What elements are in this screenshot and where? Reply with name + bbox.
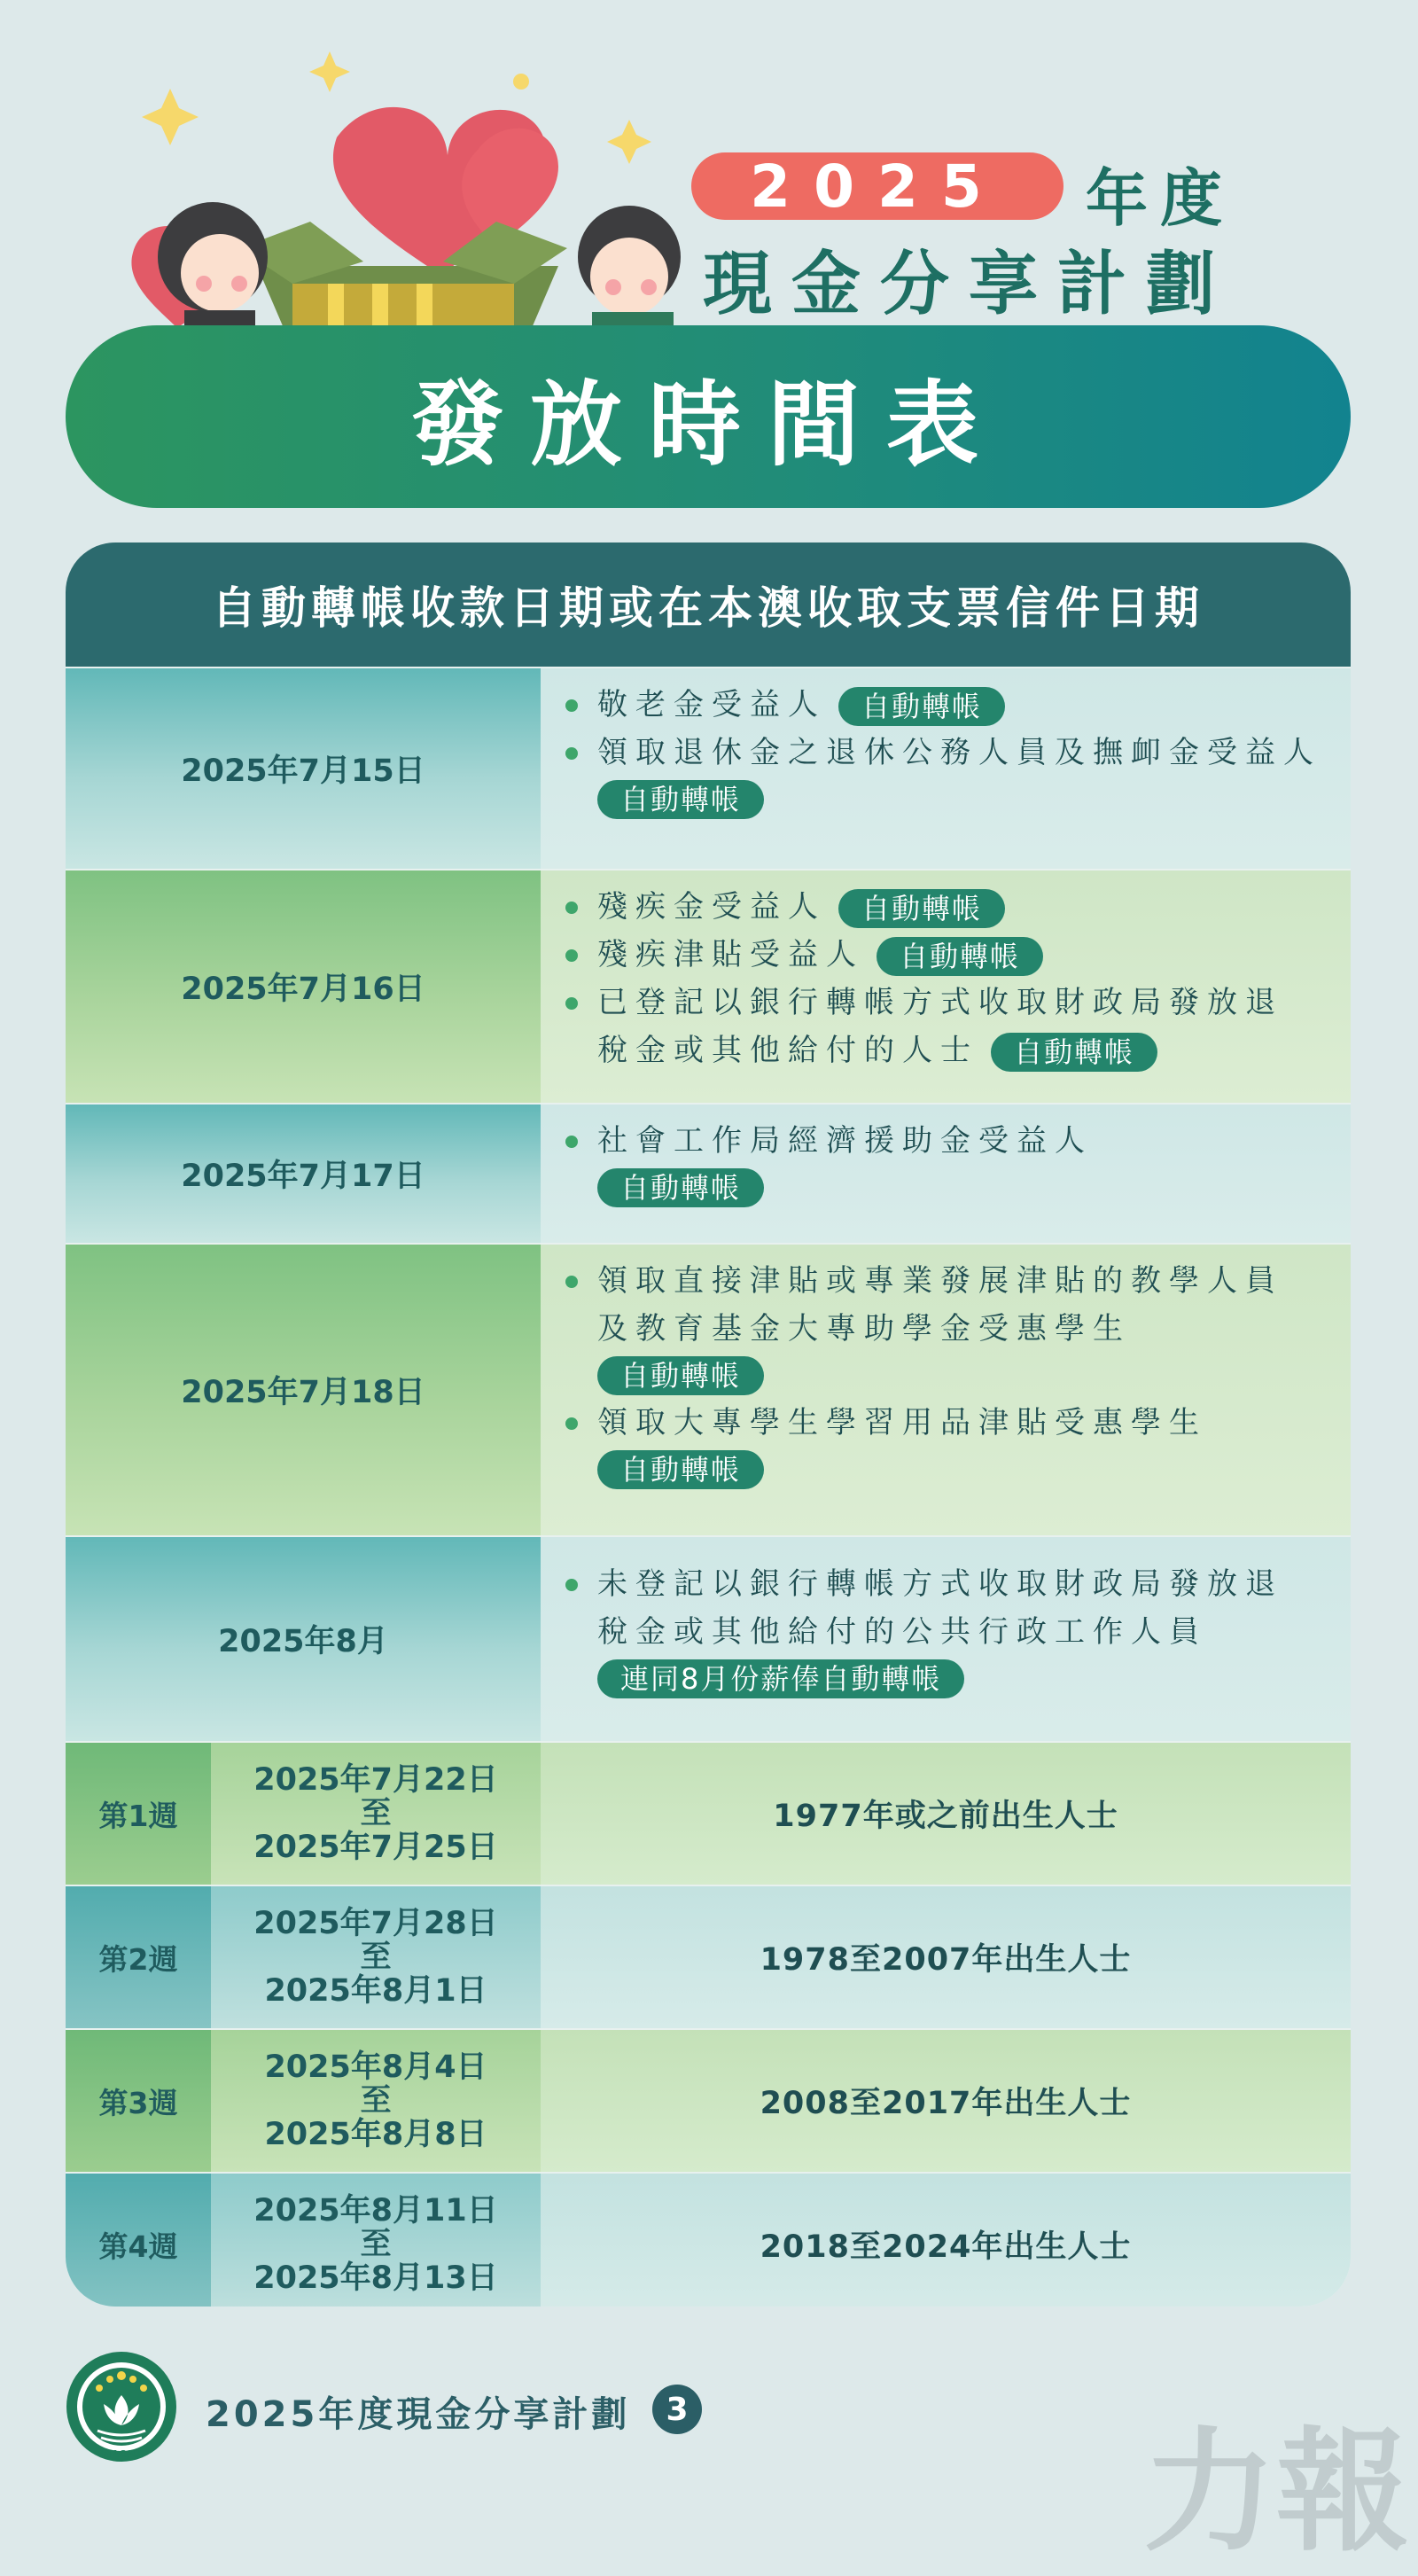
list-item: [565, 681, 1333, 729]
schedule-table: [66, 543, 1351, 2307]
week-row: [66, 2028, 1351, 2172]
auto-transfer-tag: 自動轉帳: [991, 1033, 1157, 1072]
page-title: 現金分享計劃: [703, 245, 1235, 324]
item-text: 及教育基金大專助學金受惠學生: [597, 1311, 1131, 1347]
item-text: 未登記以銀行轉帳方式收取財政局發放退: [597, 1566, 1283, 1602]
auto-transfer-tag: 自動轉帳: [838, 889, 1005, 928]
week-label: 第4週: [66, 2174, 211, 2307]
week-to: 至: [360, 2227, 392, 2262]
item-text: 已登記以銀行轉帳方式收取財政局發放退: [597, 985, 1283, 1020]
hero-illustration: [0, 0, 1418, 337]
birth-year-range: 2008至2017年出生人士: [541, 2030, 1351, 2172]
item-text: 領取退休金之退休公務人員及撫卹金受益人: [597, 735, 1321, 770]
item-text: 社會工作局經濟援助金受益人: [597, 1123, 1093, 1159]
row-beneficiaries: [541, 1537, 1351, 1741]
bullet-icon: [565, 699, 578, 712]
item-text: 領取直接津貼或專業發展津貼的教學人員: [597, 1263, 1283, 1299]
week-end: 2025年8月8日: [264, 2117, 487, 2152]
week-label: 第1週: [66, 1743, 211, 1885]
week-label: 第2週: [66, 1886, 211, 2028]
auto-transfer-tag: 自動轉帳: [597, 1168, 764, 1207]
row-beneficiaries: [541, 1105, 1351, 1243]
bullet-icon: [565, 1417, 578, 1430]
table-row: [66, 869, 1351, 1103]
week-row: [66, 1741, 1351, 1885]
schedule-banner: 發放時間表: [66, 325, 1351, 508]
table-row: [66, 1535, 1351, 1741]
week-end: 2025年7月25日: [253, 1830, 498, 1865]
birth-year-range: 1977年或之前出生人士: [541, 1743, 1351, 1885]
item-text: 殘疾津貼受益人: [597, 937, 864, 972]
week-start: 2025年7月28日: [253, 1906, 498, 1941]
list-item: [565, 729, 1333, 777]
week-date-range: [211, 1886, 541, 2028]
bullet-icon: [565, 949, 578, 962]
list-item: [565, 883, 1333, 931]
list-item: [565, 1560, 1333, 1656]
week-date-range: [211, 2174, 541, 2307]
week-end: 2025年8月1日: [264, 1973, 487, 2009]
week-row: [66, 2172, 1351, 2307]
week-start: 2025年7月22日: [253, 1762, 498, 1798]
bullet-icon: [565, 1579, 578, 1591]
item-text: 殘疾金受益人: [597, 889, 826, 925]
week-row: [66, 1885, 1351, 2028]
item-text: 敬老金受益人: [597, 687, 826, 722]
auto-transfer-tag: 自動轉帳: [597, 1450, 764, 1489]
list-item: [565, 1117, 1333, 1165]
row-date: 2025年7月16日: [66, 870, 541, 1103]
birth-year-range: 2018至2024年出生人士: [541, 2174, 1351, 2307]
item-text: 稅金或其他給付的公共行政工作人員: [597, 1614, 1207, 1650]
week-date-range: [211, 1743, 541, 1885]
watermark-logo: 力報: [1143, 2416, 1410, 2570]
week-end: 2025年8月13日: [253, 2260, 498, 2296]
list-item: [565, 1257, 1333, 1353]
footer-title: 2025年度現金分享計劃: [206, 2394, 631, 2435]
birth-year-range: 1978至2007年出生人士: [541, 1886, 1351, 2028]
row-beneficiaries: [541, 668, 1351, 869]
week-start: 2025年8月4日: [264, 2049, 487, 2085]
bullet-icon: [565, 997, 578, 1010]
page-number: 3: [652, 2385, 702, 2434]
week-to: 至: [360, 1796, 392, 1831]
item-text: 領取大專學生學習用品津貼受惠學生: [597, 1405, 1207, 1440]
week-start: 2025年8月11日: [253, 2193, 498, 2229]
macau-emblem-icon: [64, 2349, 179, 2464]
table-row: [66, 1103, 1351, 1243]
item-text: 稅金或其他給付的人士: [597, 1033, 978, 1068]
week-to: 至: [360, 1940, 392, 1975]
year-badge: 2025: [691, 152, 1064, 220]
table-row: [66, 1243, 1351, 1535]
gift-box-illustration: [106, 35, 780, 372]
bullet-icon: [565, 1136, 578, 1148]
bullet-icon: [565, 747, 578, 760]
auto-transfer-tag: 自動轉帳: [838, 687, 1005, 726]
row-date: 2025年7月17日: [66, 1105, 541, 1243]
bullet-icon: [565, 902, 578, 914]
auto-transfer-tag: 自動轉帳: [597, 780, 764, 819]
week-date-range: [211, 2030, 541, 2172]
week-to: 至: [360, 2083, 392, 2119]
row-beneficiaries: [541, 1245, 1351, 1535]
list-item: [565, 931, 1333, 979]
emblem-text: MACAU: [101, 2448, 142, 2460]
table-heading: 自動轉帳收款日期或在本澳收取支票信件日期: [66, 543, 1351, 667]
auto-transfer-tag: 自動轉帳: [597, 1356, 764, 1395]
row-date: 2025年7月18日: [66, 1245, 541, 1535]
row-beneficiaries: [541, 870, 1351, 1103]
bullet-icon: [565, 1276, 578, 1288]
row-date: 2025年7月15日: [66, 668, 541, 869]
salary-transfer-tag: 連同8月份薪俸自動轉帳: [597, 1659, 964, 1698]
list-item: [565, 1399, 1333, 1447]
row-date: 2025年8月: [66, 1537, 541, 1741]
title-suffix: 年度: [1086, 162, 1235, 235]
table-row: [66, 667, 1351, 869]
week-label: 第3週: [66, 2030, 211, 2172]
auto-transfer-tag: 自動轉帳: [877, 937, 1043, 976]
list-item: [565, 979, 1333, 1074]
